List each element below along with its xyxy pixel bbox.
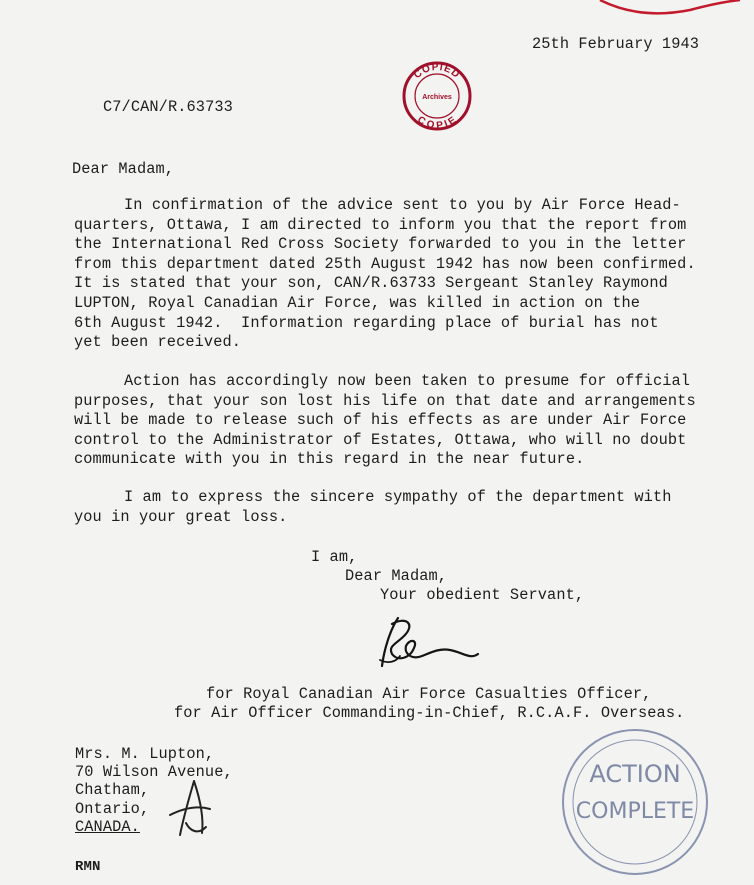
paragraph-line: communicate with you in this regard in the near future. [74,450,585,469]
stamp-bottom-text: COPIE [415,114,459,132]
paragraph-line: In confirmation of the advice sent to you by Air Force Head- [124,196,681,214]
closing-line: Dear Madam, [345,567,448,585]
paragraph-line: the International Red Cross Society forwarded to you in the letter [74,235,687,254]
paragraph-sympathy [74,488,734,527]
paragraph-line: will be made to release such of his effects as are under Air Force [74,411,687,430]
paragraph-confirmation [74,196,734,353]
stamp-complete-text: COMPLETE [575,799,695,824]
address-line: Mrs. M. Lupton, [75,745,215,763]
closing-line: I am, [311,548,358,566]
signature-line-commanding: for Air Officer Commanding-in-Chief, R.C.A.F. Overseas. [174,704,685,722]
reference-number: C7/CAN/R.63733 [103,98,233,116]
paragraph-line: quarters, Ottawa, I am directed to inform you that the report from [74,215,687,234]
paragraph-line: I am to express the sincere sympathy of the department with [124,488,672,506]
address-line: CANADA. [75,817,140,836]
address-line: 70 Wilson Avenue, [75,763,233,782]
copied-archives-stamp [397,58,477,138]
paragraph-line: It is stated that your son, CAN/R.63733 Sergeant Stanley Raymond [74,274,668,293]
letter-date: 25th February 1943 [532,35,700,53]
address-line: Ontario, [75,799,150,818]
handwritten-signature [370,610,500,680]
address-line: Chatham, [75,781,150,800]
stamp-top-text: COPIED [411,61,463,82]
paragraph-line: 6th August 1942. Information regarding place of burial has not [74,313,659,332]
stamp-middle-text: Archives [422,94,452,101]
handwritten-initial-mark [160,775,220,845]
paragraph-line: Action has accordingly now been taken to presume for official [124,372,691,390]
signature-line-casualties: for Royal Canadian Air Force Casualties Officer, [206,685,652,703]
paragraph-line: from this department dated 25th August 1942 has now been confirmed. [74,254,696,273]
red-corner-mark [0,0,754,30]
salutation: Dear Madam, [72,160,175,178]
action-complete-stamp [550,720,720,880]
paragraph-action [74,372,734,470]
paragraph-line: yet been received. [74,333,242,352]
typist-initials: RMN [75,859,101,875]
paragraph-line: LUPTON, Royal Canadian Air Force, was killed in action on the [74,293,641,312]
paragraph-line: you in your great loss. [74,507,288,526]
svg-text:COPIED [412,62,462,81]
paragraph-line: control to the Administrator of Estates, Ottawa, who will no doubt [74,430,687,449]
closing-line: Your obedient Servant, [380,586,585,604]
stamp-action-text: ACTION [589,760,681,788]
paragraph-line: purposes, that your son lost his life on that date and arrangements [74,391,696,410]
svg-text:COPIE [415,114,459,131]
